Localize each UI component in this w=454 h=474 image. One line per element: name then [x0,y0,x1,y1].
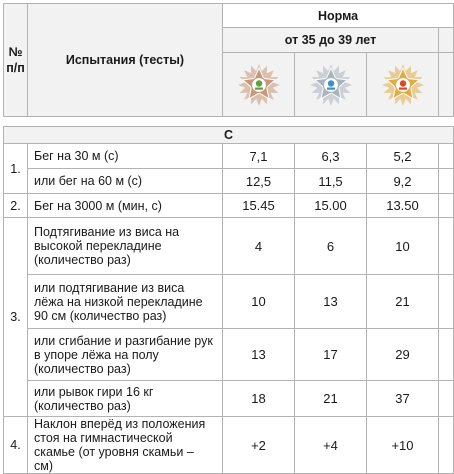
norm-value-bronze: +2 [223,417,295,474]
norms-header [223,4,454,28]
num-header [4,4,28,117]
badge-cell-silver [295,53,367,117]
badge-cell-bronze [223,53,295,117]
table-row [4,329,454,381]
age-range-label: от 35 до 39 лет [284,33,377,47]
test-name: Подтягивание из виса на высокой перекладине (количество раз) [28,218,223,275]
norm-value-silver: 6,3 [295,144,367,169]
header-row-norms [4,4,454,28]
tests-header [28,4,223,117]
spacer-row [4,117,454,127]
norm-value-silver: 21 [295,381,367,417]
row-number: 2. [4,194,28,218]
table-row [4,381,454,417]
norm-value-bronze: 12,5 [223,169,295,194]
norm-value-bronze: 10 [223,275,295,329]
age-range-header [223,28,439,53]
norm-value-gold: 21 [367,275,439,329]
norms-header-label: Норма [317,8,359,23]
test-name: или бег на 60 м (с) [28,169,223,194]
test-name: или сгибание и разгибание рук в упоре лёжа на полу (количество раз) [28,329,223,381]
age-range-header-overflow [439,28,454,53]
table-row [4,144,454,169]
norm-value-silver: 15.00 [295,194,367,218]
table-row [4,218,454,275]
silver-gto-badge-icon [309,63,353,107]
gold-gto-badge-icon [381,63,425,107]
section-header [4,127,454,144]
norm-value-silver: +4 [295,417,367,474]
norm-value-gold: 10 [367,218,439,275]
badge-figure [327,80,333,86]
tests-header-label: Испытания (тесты) [65,53,185,67]
badge-figure [399,80,405,86]
norm-value-bronze: 13 [223,329,295,381]
norm-value-gold: +10 [367,417,439,474]
row-number: 1. [4,144,28,194]
num-header-label: № п/п [6,45,25,75]
test-name: Бег на 30 м (с) [28,144,223,169]
norm-value-silver: 11,5 [295,169,367,194]
norm-value-silver: 13 [295,275,367,329]
badge-ribbon [399,87,407,89]
norm-value-silver: 17 [295,329,367,381]
gto-norms-table [3,3,454,474]
norm-value-bronze: 15.45 [223,194,295,218]
badge-ribbon [327,87,335,89]
table-row [4,169,454,194]
table-row [4,275,454,329]
table-row [4,417,454,474]
test-name: или подтягивание из виса лёжа на низкой перекладине 90 см (количество раз) [28,275,223,329]
norm-value-gold: 37 [367,381,439,417]
norm-value-gold: 9,2 [367,169,439,194]
badge-cell-gold [367,53,439,117]
test-name: Бег на 3000 м (мин, с) [28,194,223,218]
badge-ribbon [255,87,263,89]
norm-value-gold: 29 [367,329,439,381]
norm-value-gold: 13.50 [367,194,439,218]
test-name: или рывок гири 16 кг (количество раз) [28,381,223,417]
norm-value-silver: 6 [295,218,367,275]
badge-figure [255,80,261,86]
bronze-gto-badge-icon [237,63,281,107]
norm-value-bronze: 18 [223,381,295,417]
table-row [4,194,454,218]
section-label: С [224,128,234,142]
row-number: 3. [4,218,28,417]
norm-value-gold: 5,2 [367,144,439,169]
badge-cell-overflow [439,53,454,117]
norm-value-bronze: 4 [223,218,295,275]
section-row [4,127,454,144]
norm-value-bronze: 7,1 [223,144,295,169]
test-name: Наклон вперёд из положения стоя на гимнастической скамье (от уровня скамьи – см) [28,417,223,474]
row-number: 4. [4,417,28,474]
